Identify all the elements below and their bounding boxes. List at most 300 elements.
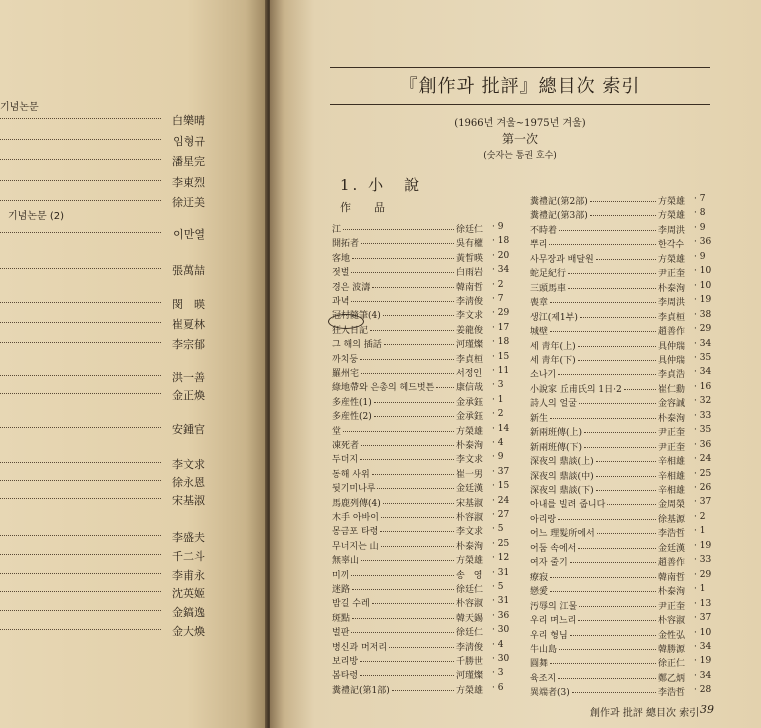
leader-dots — [361, 373, 454, 374]
index-entry — [530, 252, 712, 266]
work-title: 喪章 — [530, 298, 549, 309]
index-entry — [332, 409, 510, 423]
work-title: 세 靑年(上) — [530, 341, 576, 352]
work-title: 과녁 — [332, 297, 350, 307]
work-title: 無辜山 — [332, 556, 360, 567]
leader-dots — [351, 575, 454, 576]
index-entry — [332, 236, 510, 250]
author-name: 李宗郁 — [172, 338, 205, 351]
author-entry — [0, 548, 205, 563]
work-title: 牛山島 — [530, 644, 558, 655]
index-entry — [530, 454, 712, 468]
issue-number: · 14 — [492, 423, 510, 434]
work-title: 冠村隨筆(4) — [332, 311, 381, 322]
issue-number: · 16 — [694, 381, 712, 392]
leader-dots — [624, 389, 656, 390]
issue-number: · 38 — [694, 309, 712, 320]
issue-number: · 9 — [694, 222, 706, 233]
leader-dots — [377, 488, 454, 489]
leader-dots — [0, 342, 161, 343]
leader-dots — [351, 272, 454, 273]
index-entry — [530, 411, 712, 425]
leader-dots — [0, 480, 161, 481]
author-name: 白樂晴 — [172, 114, 205, 127]
work-title: 몽금포 타령 — [332, 527, 379, 538]
leader-dots — [607, 504, 656, 505]
issue-number: · 36 — [492, 610, 510, 621]
author-entry — [0, 133, 205, 148]
work-author: 趙善作 — [658, 558, 686, 569]
work-title: 여자 줄기 — [530, 558, 568, 569]
leader-dots — [578, 360, 656, 361]
work-author: 朴容淑 — [658, 616, 686, 627]
date-range: (1966년 겨울~1975년 겨울) — [454, 118, 586, 129]
issue-number: · 33 — [694, 555, 712, 566]
index-entry — [530, 483, 712, 497]
index-entry — [332, 452, 510, 466]
issue-number: · 37 — [492, 466, 510, 477]
work-author: 具仲瑞 — [658, 341, 686, 352]
leader-dots — [0, 393, 161, 394]
leader-dots — [0, 535, 161, 536]
author-entry — [0, 567, 205, 582]
index-entry — [332, 280, 510, 294]
issue-number: · 34 — [694, 641, 712, 652]
work-author: 黃晳暎 — [456, 253, 484, 264]
work-title: 봄타령 — [332, 671, 359, 682]
index-entry — [530, 671, 712, 685]
work-author: 崔仁勳 — [658, 384, 686, 395]
index-entry — [332, 568, 510, 582]
work-author: 徐廷仁 — [456, 225, 484, 235]
index-entry — [332, 640, 510, 654]
issue-number: · 2 — [492, 409, 504, 420]
issue-number: · 36 — [694, 439, 712, 450]
work-author: 韓南哲 — [658, 572, 686, 583]
issue-number: · 29 — [694, 569, 712, 580]
work-title: 深夜의 鼎談(上) — [530, 457, 594, 468]
work-title: 新兩班傳(上) — [530, 428, 583, 439]
issue-number: · 9 — [694, 251, 706, 262]
work-author: 方榮雄 — [456, 685, 484, 696]
issue-number: · 34 — [694, 338, 712, 349]
work-author: 河瑾燦 — [456, 671, 484, 682]
issue-number: · 31 — [492, 596, 510, 607]
work-author: 尹正奎 — [658, 601, 686, 612]
index-entry — [332, 308, 510, 322]
work-title: 병신과 머저리 — [332, 642, 388, 653]
leader-dots — [381, 546, 454, 547]
index-entry — [332, 668, 510, 682]
issue-number: · 30 — [492, 654, 510, 664]
index-entry — [530, 512, 712, 526]
issue-number: · 5 — [492, 524, 504, 535]
work-author: 姜龍俊 — [456, 325, 484, 336]
work-author: 李淸俊 — [456, 642, 484, 653]
issue-number: · 19 — [694, 540, 712, 551]
index-entry — [530, 208, 712, 222]
index-entry — [530, 555, 712, 569]
index-entry — [530, 656, 712, 670]
leader-dots — [343, 229, 454, 230]
issue-number: · 10 — [694, 627, 712, 638]
issue-number: · 1 — [694, 584, 706, 595]
leader-dots — [392, 690, 454, 691]
leader-dots — [550, 577, 656, 578]
issue-number: · 25 — [694, 468, 712, 479]
leader-dots — [372, 474, 454, 475]
work-title: 생江(제1부) — [530, 312, 578, 323]
author-name: 李文求 — [172, 458, 205, 471]
index-entry — [530, 353, 712, 367]
index-entry — [530, 266, 712, 280]
issue-number: · 37 — [694, 613, 712, 624]
leader-dots — [436, 387, 454, 388]
issue-number: · 3 — [492, 668, 504, 679]
index-entry — [332, 337, 510, 351]
work-author: 金廷漢 — [658, 543, 686, 554]
work-author: 辛相雄 — [658, 471, 686, 482]
work-author: 方榮雄 — [658, 254, 686, 265]
work-title: 異端者(3) — [530, 688, 570, 699]
work-title: 斑點 — [332, 613, 351, 624]
work-title: 迷路 — [332, 585, 351, 595]
work-title: 綠地帶와 은총의 헤드벗튼 — [332, 383, 435, 394]
index-entry — [332, 625, 510, 639]
work-title: 城壁 — [530, 327, 549, 338]
work-title: 新兩班傳(下) — [530, 442, 583, 453]
author-name: 宋基淑 — [172, 494, 205, 507]
leader-dots — [351, 632, 454, 633]
issue-number: · 15 — [492, 351, 510, 362]
work-author: 朴容淑 — [456, 513, 484, 523]
issue-number: · 29 — [694, 324, 712, 335]
author-entry — [0, 262, 205, 277]
work-author: 千勝世 — [456, 657, 484, 667]
index-entry — [332, 294, 510, 308]
work-author: 李浩哲 — [658, 688, 686, 699]
work-author: 崔一男 — [456, 469, 484, 480]
work-title: 아리랑 — [530, 514, 557, 525]
work-author: 李周洪 — [658, 298, 686, 309]
leader-dots — [389, 647, 454, 648]
work-author: 白雨岩 — [456, 268, 484, 279]
author-entry — [0, 226, 205, 241]
issue-number: · 35 — [694, 352, 712, 363]
section-heading-novels: 1. 小 說 — [340, 176, 423, 194]
index-entry — [332, 323, 510, 337]
issue-number: · 18 — [492, 236, 510, 247]
work-title: 三頭馬車 — [530, 283, 567, 294]
work-author: 李貞桓 — [456, 354, 484, 365]
work-author: 李文求 — [456, 311, 484, 322]
index-entry — [332, 467, 510, 481]
index-entry — [332, 438, 510, 452]
index-entry — [530, 324, 712, 338]
author-name: 金大煥 — [172, 625, 205, 638]
work-title: 蛇足紀行 — [530, 269, 567, 280]
work-title: 동해 사위 — [332, 469, 370, 480]
index-entry — [332, 582, 510, 596]
leader-dots — [360, 675, 454, 676]
work-title: 젓벌 — [332, 268, 350, 279]
issue-number: · 29 — [492, 308, 510, 319]
work-title: 소나기 — [530, 370, 557, 381]
work-author: 辛相雄 — [658, 457, 686, 468]
work-author: 金周榮 — [658, 500, 686, 511]
issue-number: · 25 — [492, 538, 510, 549]
index-entry — [530, 584, 712, 598]
section-label-commemorative: 기념논문 — [0, 102, 39, 113]
author-name: 金鎬逸 — [172, 606, 205, 619]
issue-number: · 19 — [694, 295, 712, 306]
index-entry — [332, 352, 510, 366]
leader-dots — [579, 403, 656, 404]
issue-number: · 4 — [492, 438, 504, 448]
author-name: 潘星完 — [172, 155, 205, 168]
leader-dots — [360, 459, 454, 460]
leader-dots — [590, 201, 656, 202]
work-author: 具仲瑞 — [658, 355, 686, 366]
leader-dots — [383, 315, 454, 316]
work-title: 深夜의 鼎談(中) — [530, 471, 594, 482]
issue-number: · 31 — [492, 567, 510, 578]
leader-dots — [381, 517, 454, 518]
leader-dots — [0, 139, 161, 140]
issue-number: · 7 — [694, 194, 706, 204]
work-title: 우리 며느리 — [530, 616, 577, 627]
index-entry — [530, 440, 712, 454]
issue-number: · 2 — [694, 511, 706, 522]
work-author: 康信哉 — [456, 383, 484, 394]
issue-number: · 32 — [694, 396, 712, 407]
index-entry — [332, 539, 510, 553]
issue-number: · 36 — [694, 237, 712, 248]
work-title: 경은 波濤 — [332, 282, 371, 293]
work-title: 까치둥 — [332, 354, 359, 365]
leader-dots — [361, 560, 454, 561]
index-entry — [530, 541, 712, 555]
index-entry — [332, 683, 510, 697]
leader-dots — [578, 620, 656, 621]
author-entry — [0, 336, 205, 351]
work-title: 戀愛 — [530, 587, 549, 598]
work-author: 李浩哲 — [658, 529, 686, 540]
index-entry — [332, 366, 510, 380]
work-author: 송 영 — [456, 570, 483, 581]
work-author: 韓南哲 — [456, 282, 484, 293]
index-entry — [530, 497, 712, 511]
leader-dots — [568, 288, 656, 289]
work-author: 朴泰洵 — [658, 413, 686, 424]
work-title: 開拓者 — [332, 239, 360, 250]
author-entry — [0, 369, 205, 384]
work-title: 多産性(2) — [332, 412, 372, 423]
work-author: 徐廷仁 — [456, 628, 484, 639]
work-title: 육조지 — [530, 673, 557, 684]
leader-dots — [570, 562, 656, 563]
leader-dots — [596, 461, 656, 462]
work-title: 보리방 — [332, 657, 359, 667]
index-entry — [332, 395, 510, 409]
issue-number: · 34 — [492, 265, 510, 276]
leader-dots — [596, 476, 656, 477]
index-entry — [530, 339, 712, 353]
work-title: 客地 — [332, 253, 351, 264]
work-title: 무너지는 山 — [332, 541, 379, 552]
leader-dots — [570, 635, 656, 636]
work-author: 李淸俊 — [456, 297, 484, 307]
index-entry — [530, 310, 712, 324]
work-title: 馬鹿列傳(4) — [332, 498, 381, 509]
author-name: 沈英姬 — [172, 587, 205, 600]
author-name: 李盛夫 — [172, 531, 205, 544]
work-title: 미끼 — [332, 570, 350, 581]
index-entry — [530, 526, 712, 540]
index-entry — [332, 596, 510, 610]
leader-dots — [0, 268, 161, 269]
work-author: 金承鈺 — [456, 397, 484, 408]
leader-dots — [380, 531, 454, 532]
work-author: 徐廷仁 — [456, 585, 484, 595]
leader-dots — [590, 215, 656, 216]
work-title: 밤길 수레 — [332, 599, 370, 610]
index-entry — [530, 194, 712, 208]
index-entry — [332, 222, 510, 236]
author-entry — [0, 604, 205, 619]
author-entry — [0, 174, 205, 189]
work-author: 金容誠 — [658, 399, 686, 410]
leader-dots — [550, 418, 656, 419]
issue-number: · 15 — [492, 481, 510, 492]
author-entry — [0, 112, 205, 127]
issue-number: · 5 — [492, 582, 504, 592]
work-author: 尹正奎 — [658, 428, 686, 439]
issue-number: · 1 — [694, 526, 706, 537]
issue-number: · 28 — [694, 685, 712, 696]
work-title: 아내를 빌려 줍니다 — [530, 500, 606, 511]
leader-dots — [0, 375, 161, 376]
work-author: 尹正奎 — [658, 442, 686, 453]
leader-dots — [352, 589, 454, 590]
index-entry — [332, 524, 510, 538]
issue-number: · 9 — [492, 452, 504, 463]
work-title: 堂 — [332, 426, 342, 437]
leader-dots — [0, 591, 161, 592]
leader-dots — [0, 573, 161, 574]
issue-number: · 2 — [492, 279, 504, 290]
work-title: 江 — [332, 225, 342, 235]
author-name: 崔夏林 — [172, 318, 205, 331]
leader-dots — [361, 243, 454, 244]
issue-number: · 20 — [492, 250, 510, 261]
index-entry — [332, 265, 510, 279]
index-entry — [530, 382, 712, 396]
leader-dots — [578, 346, 656, 347]
work-title: 深夜의 鼎談(下) — [530, 486, 594, 496]
author-entry — [0, 153, 205, 168]
author-entry — [0, 474, 205, 489]
issue-number: · 18 — [492, 337, 510, 348]
leader-dots — [372, 603, 454, 604]
work-author: 尹正奎 — [658, 269, 686, 280]
issue-number: · 33 — [694, 410, 712, 421]
work-author: 方榮雄 — [658, 211, 686, 222]
index-entry — [530, 685, 712, 699]
work-title: 우리 형님 — [530, 630, 568, 641]
index-entry — [332, 510, 510, 524]
work-author: 朴泰洵 — [456, 441, 484, 451]
leader-dots — [0, 302, 161, 303]
leader-dots — [584, 447, 656, 448]
work-title: 두더지 — [332, 455, 359, 466]
author-entry — [0, 492, 205, 507]
leader-dots — [0, 232, 161, 233]
issue-number: · 8 — [694, 208, 706, 219]
issue-number: · 37 — [694, 497, 712, 508]
work-title: 狂人日記 — [332, 325, 369, 336]
section-label-commemorative-2: 기념논문 (2) — [8, 211, 64, 222]
issue-number: · 6 — [492, 682, 504, 693]
work-title: 多産性(1) — [332, 397, 372, 408]
work-author: 宋基淑 — [456, 498, 484, 509]
leader-dots — [578, 548, 656, 549]
sub-heading-works: 作 品 — [340, 201, 391, 214]
index-entry — [332, 424, 510, 438]
leader-dots — [0, 180, 161, 181]
issue-number: · 11 — [492, 366, 510, 376]
author-name: 張萬喆 — [172, 264, 205, 277]
work-author: 方榮雄 — [456, 426, 484, 437]
index-entry — [332, 481, 510, 495]
work-author: 吳有權 — [456, 239, 484, 250]
work-author: 辛相雄 — [658, 486, 686, 496]
work-title: 그 해의 插話 — [332, 340, 382, 351]
author-name: 李甫永 — [172, 569, 205, 582]
work-author: 李貞桓 — [658, 312, 686, 323]
leader-dots — [550, 302, 656, 303]
work-author: 朴容淑 — [456, 599, 484, 610]
work-title: 療寂 — [530, 572, 549, 583]
leader-dots — [597, 533, 656, 534]
title-rule-top — [330, 67, 710, 68]
work-author: 徐基源 — [658, 514, 686, 525]
issue-number: · 10 — [694, 280, 712, 291]
work-author: 李文求 — [456, 527, 484, 538]
issue-number: · 12 — [492, 553, 510, 564]
work-title: 뒷기미나루 — [332, 484, 376, 495]
work-author: 河瑾燦 — [456, 340, 484, 351]
issue-number: · 4 — [492, 639, 504, 650]
leader-dots — [0, 629, 161, 630]
leader-dots — [559, 230, 656, 231]
issue-number: · 10 — [694, 266, 712, 277]
work-title: 어느 理髮所에서 — [530, 529, 595, 540]
index-entry — [530, 628, 712, 642]
leader-dots — [0, 498, 161, 499]
leader-dots — [0, 427, 161, 428]
author-name: 徐迂美 — [172, 196, 205, 209]
index-entry — [530, 570, 712, 584]
volume-label: 第一次 — [501, 132, 538, 146]
leader-dots — [370, 330, 454, 331]
author-entry — [0, 421, 205, 436]
leader-dots — [352, 618, 454, 619]
leader-dots — [558, 374, 656, 375]
leader-dots — [549, 244, 656, 245]
work-author: 徐正仁 — [658, 659, 686, 670]
title-rule-bottom — [330, 104, 710, 105]
